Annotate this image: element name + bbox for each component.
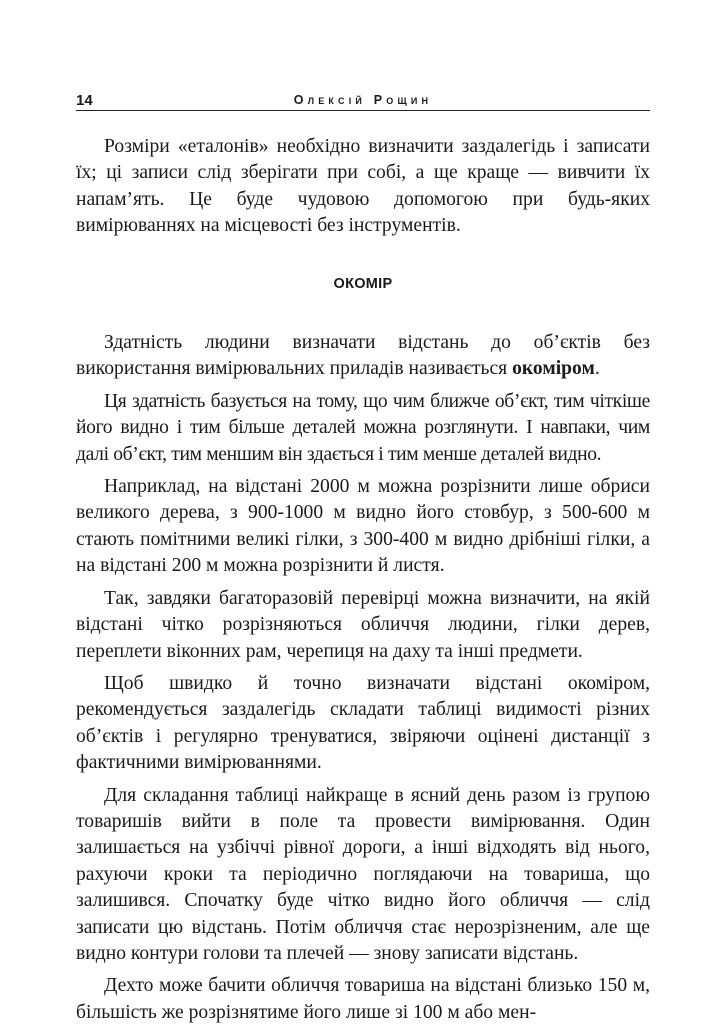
paragraph-definition: [76, 330, 650, 383]
paragraph-table-method: Для складання таблиці найкраще в ясний день разом із групою товаришів вийти в поле та провести вимірювання. Один залишається на узбіччі рівної дороги, а інші відходять від нього, рахуючи кроки та періодично поглядаючи на товариша, що залишився. Спочатку буде чітко видно його обличчя — слід записати цю відстань. Потім обличчя стає нерозрізненим, але ще видно контури голови та плечей — знову записати відстань.: [76, 784, 650, 964]
running-header: [76, 88, 650, 111]
paragraph-recommendation: Щоб швидко й точно визначати відстані окоміром, рекомендується заздалегідь складати таблиці видимості різних об’єктів і регулярно тренуватися, звіряючи оцінені дистанції з фактичними вимірюваннями.: [76, 672, 650, 774]
paragraph-example: Наприклад, на відстані 2000 м можна розрізнити лише обриси великого дерева, з 900-1000 м видно його стовбур, з 500-600 м стають помітними великі гілки, з 300-400 м видно дрібніші гілки, а на відстані 200 м можна розрізнити й листя.: [76, 476, 650, 577]
paragraph-intro: Розміри «еталонів» необхідно визначити заздалегідь і записати їх; ці записи слід зберігати при собі, а ще краще — вивчити їх напам’ять. Це буде чудовою допомогою при будь-яких вимірюваннях на місцевості без інструментів.: [76, 136, 650, 237]
page-number: 14: [76, 92, 93, 109]
paragraph-basis: Ця здатність базується на тому, що чим ближче об’єкт, тим чіткіше його видно і тим більше деталей можна розглянути. І навпаки, чим далі об’єкт, тим меншим він здається і тим менше деталей видно.: [76, 390, 650, 465]
paragraph-verification: Так, завдяки багаторазовій перевірці можна визначити, на якій відстані чітко розрізняються обличчя людини, гілки дерев, переплети віконних рам, черепиця на даху та інші предмети.: [76, 587, 650, 662]
section-heading: ОКОМІР: [333, 275, 393, 292]
definition-term: окоміром: [512, 358, 595, 380]
body-text: [76, 134, 650, 1026]
definition-end: .: [594, 358, 600, 380]
paragraph-face-distance: Дехто може бачити обличчя товариша на відстані близько 150 м, більшість же розрізнятиме його лише зі 100 м або мен-: [76, 975, 650, 1023]
book-page: [76, 88, 650, 1026]
running-header-author: Олексій Рощин: [293, 93, 433, 107]
definition-text: Здатність людини визначати відстань до об’єктів без використання вимірювальних приладів називається: [76, 332, 650, 380]
